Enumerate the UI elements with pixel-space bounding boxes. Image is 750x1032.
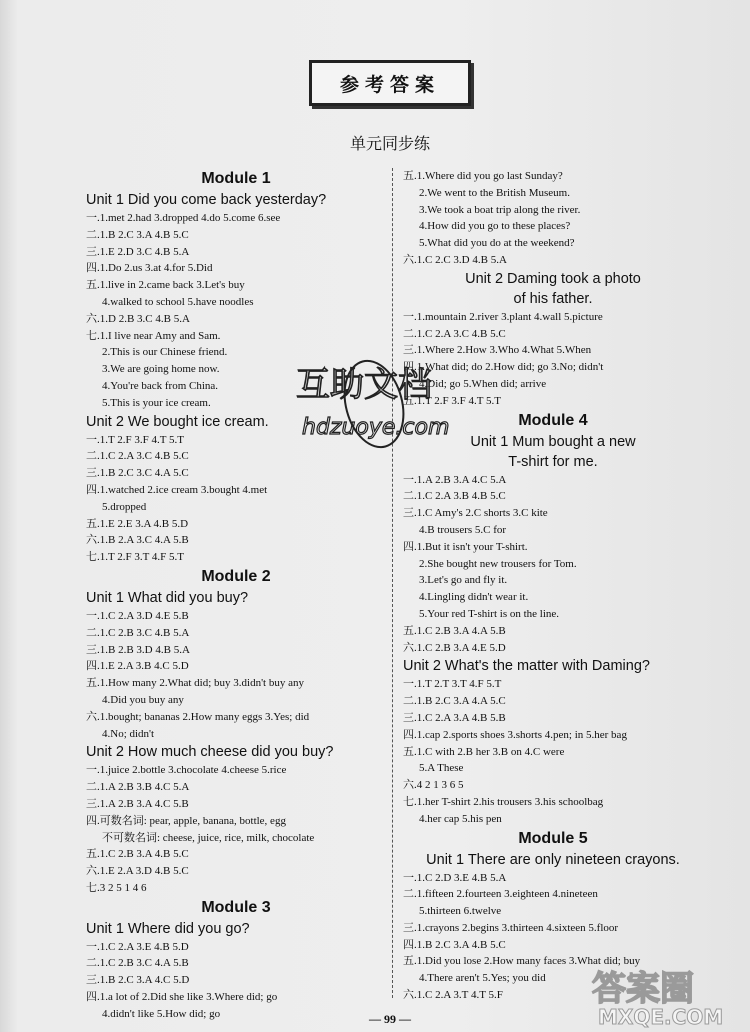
answer-line: 4.Did you buy any: [102, 693, 184, 706]
answer-line: 七.1.I live near Amy and Sam.: [86, 329, 221, 342]
answer-line: 三.1.Where 2.How 3.Who 4.What 5.When: [403, 344, 592, 357]
answer-line: 2.This is our Chinese friend.: [102, 346, 228, 359]
answer-line: 一.1.juice 2.bottle 3.chocolate 4.cheese 5.rice: [86, 764, 287, 777]
unit-heading: Unit 2 We bought ice cream.: [86, 413, 269, 430]
answer-line: 六.1.E 2.A 3.D 4.B 5.C: [86, 865, 189, 878]
answer-line: 六.1.C 2.A 3.T 4.T 5.F: [403, 989, 503, 1002]
answer-line: 七.1.T 2.F 3.T 4.F 5.T: [86, 551, 184, 564]
answer-line: 4.her cap 5.his pen: [419, 812, 502, 825]
unit-heading: Unit 2 How much cheese did you buy?: [86, 744, 334, 761]
left-column: [86, 168, 386, 1023]
unit-heading: T-shirt for me.: [508, 453, 598, 470]
logo-url: MXQE.COM: [598, 1005, 724, 1028]
answer-line: 一.1.mountain 2.river 3.plant 4.wall 5.picture: [403, 310, 603, 323]
right-column: [403, 168, 703, 1004]
answer-line: 5.Your red T-shirt is on the line.: [419, 607, 560, 620]
answer-line: 二.1.C 2.B 3.C 4.B 5.A: [86, 626, 190, 639]
answer-line: 四.1.What did; do 2.How did; go 3.No; didn't: [403, 361, 604, 374]
unit-heading: of his father.: [513, 290, 593, 307]
watermark-stamp: [292, 352, 462, 452]
answer-line: 四.可数名词: pear, apple, banana, bottle, egg: [86, 814, 286, 827]
module-heading: Module 5: [518, 829, 588, 847]
answer-line: 三.1.crayons 2.begins 3.thirteen 4.sixteen 5.floor: [403, 921, 619, 934]
answer-line: 一.1.met 2.had 3.dropped 4.do 5.come 6.see: [86, 212, 281, 224]
answer-line: 5.This is your ice cream.: [102, 396, 211, 409]
answer-line: 二.1.C 2.B 3.C 4.A 5.B: [86, 957, 189, 970]
answer-line: 五.1.Where did you go last Sunday?: [403, 170, 563, 182]
answer-line: 四.1.But it isn't your T-shirt.: [403, 540, 528, 553]
answer-line: 三.1.B 2.C 3.A 4.C 5.D: [86, 974, 190, 987]
answer-line: 四.1.E 2.A 3.B 4.C 5.D: [86, 660, 189, 673]
answer-line: 5.What did you do at the weekend?: [419, 237, 575, 250]
answer-line: 五.1.C with 2.B her 3.B on 4.C were: [403, 745, 565, 758]
answer-line: 五.1.T 2.F 3.F 4.T 5.T: [403, 394, 501, 407]
answer-line: 六.1.C 2.B 3.A 4.E 5.D: [403, 641, 506, 654]
answer-line: 二.1.fifteen 2.fourteen 3.eighteen 4.nineteen: [403, 888, 598, 901]
answer-line: 五.1.live in 2.came back 3.Let's buy: [86, 279, 245, 292]
watermark-url: hdzuoye.com: [302, 415, 450, 440]
unit-heading: Unit 1 Did you come back yesterday?: [86, 192, 327, 208]
answer-line: 3.We took a boat trip along the river.: [419, 203, 581, 216]
answer-line: 二.1.C 2.A 3.C 4.B 5.C: [86, 450, 189, 463]
answer-line: 五.1.C 2.B 3.A 4.A 5.B: [403, 624, 506, 637]
unit-heading: Unit 2 What's the matter with Daming?: [403, 658, 650, 675]
answer-line: 六.1.bought; bananas 2.How many eggs 3.Yes; did: [86, 710, 310, 723]
unit-heading: Unit 1 What did you buy?: [86, 589, 249, 606]
answer-line: 4.walked to school 5.have noodles: [102, 295, 254, 308]
answer-line: 四.1.a lot of 2.Did she like 3.Where did; go: [86, 991, 278, 1004]
answer-line: 五.1.Did you lose 2.How many faces 3.What did; buy: [403, 955, 641, 968]
module-heading: Module 4: [518, 411, 588, 429]
answer-line: 四.1.Do 2.us 3.at 4.for 5.Did: [86, 262, 213, 275]
answer-line: 二.1.B 2.C 3.A 4.B 5.C: [86, 228, 189, 241]
answer-line: 二.1.C 2.A 3.C 4.B 5.C: [403, 327, 506, 340]
answer-line: 一.1.T 2.T 3.T 4.F 5.T: [403, 678, 502, 691]
page-title: 参考答案: [309, 60, 471, 106]
answer-line: 六.4 2 1 3 6 5: [403, 779, 464, 792]
unit-heading: Unit 2 Daming took a photo: [465, 270, 641, 287]
answer-line: 三.1.B 2.C 3.C 4.A 5.C: [86, 467, 189, 480]
answer-line: 4.B trousers 5.C for: [419, 523, 507, 536]
answer-line: 3.Let's go and fly it.: [419, 574, 508, 587]
answer-line: 七.1.her T-shirt 2.his trousers 3.his schoolbag: [403, 795, 604, 808]
column-divider: [392, 168, 393, 998]
answer-line: 五.1.E 2.E 3.A 4.B 5.D: [86, 517, 189, 530]
answer-line: 三.1.C Amy's 2.C shorts 3.C kite: [403, 507, 548, 520]
answer-line: 5.thirteen 6.twelve: [419, 905, 502, 918]
answer-line: 4.didn't like 5.How did; go: [102, 1007, 221, 1020]
answer-line: 二.1.C 2.A 3.B 4.B 5.C: [403, 490, 506, 503]
unit-heading: Unit 1 Mum bought a new: [470, 433, 636, 450]
answer-line: 4.No; didn't: [102, 727, 155, 740]
answer-line: 三.1.E 2.D 3.C 4.B 5.A: [86, 245, 190, 258]
unit-heading: Unit 1 There are only nineteen crayons.: [426, 851, 680, 868]
answer-line: 5.dropped: [102, 500, 147, 513]
answer-line: 一.1.T 2.F 3.F 4.T 5.T: [86, 433, 184, 446]
watermark-text: 互助文档: [296, 365, 432, 405]
answer-line: 3.We are going home now.: [102, 363, 220, 376]
answer-line: 4.Did; go 5.When did; arrive: [419, 377, 547, 390]
answer-line: 四.1.watched 2.ice cream 3.bought 4.met: [86, 483, 268, 496]
answer-line: 一.1.C 2.A 3.D 4.E 5.B: [86, 609, 189, 622]
module-heading: Module 2: [201, 567, 271, 585]
answer-line: 六.1.D 2.B 3.C 4.B 5.A: [86, 312, 190, 325]
answer-line: 二.1.A 2.B 3.B 4.C 5.A: [86, 781, 190, 794]
answer-line: 5.A These: [419, 762, 464, 775]
answer-line: 4.You're back from China.: [102, 379, 219, 392]
answer-line: 五.1.How many 2.What did; buy 3.didn't buy any: [86, 677, 304, 690]
section-subtitle: 单元同步练: [349, 134, 430, 153]
logo-text: 答案圈: [592, 969, 694, 1009]
answer-line: 七.3 2 5 1 4 6: [86, 881, 147, 894]
module-heading: Module 1: [201, 170, 271, 187]
answer-line: 4.There aren't 5.Yes; you did: [419, 972, 546, 985]
answer-line: 2.We went to the British Museum.: [419, 186, 570, 199]
answer-line: 二.1.B 2.C 3.A 4.A 5.C: [403, 695, 506, 708]
page-number: — 99 —: [369, 1012, 411, 1026]
answer-line: 三.1.B 2.B 3.D 4.B 5.A: [86, 643, 190, 656]
answer-line: 一.1.A 2.B 3.A 4.C 5.A: [403, 473, 507, 486]
answer-line: 六.1.C 2.C 3.D 4.B 5.A: [403, 253, 507, 266]
answer-line: 一.1.C 2.D 3.E 4.B 5.A: [403, 871, 507, 884]
module-heading: Module 3: [201, 898, 271, 916]
unit-heading: Unit 1 Where did you go?: [86, 920, 250, 937]
answer-line: 四.1.B 2.C 3.A 4.B 5.C: [403, 938, 506, 951]
answer-line: 三.1.C 2.A 3.A 4.B 5.B: [403, 711, 506, 724]
answer-line: 四.1.cap 2.sports shoes 3.shorts 4.pen; in 5.her bag: [403, 728, 627, 741]
answer-line: 不可数名词: cheese, juice, rice, milk, chocolate: [102, 831, 315, 844]
answer-line: 一.1.C 2.A 3.E 4.B 5.D: [86, 940, 189, 953]
answer-line: 六.1.B 2.A 3.C 4.A 5.B: [86, 534, 189, 547]
answer-line: 2.She bought new trousers for Tom.: [419, 557, 577, 570]
answer-line: 五.1.C 2.B 3.A 4.B 5.C: [86, 848, 189, 861]
answer-line: 三.1.A 2.B 3.A 4.C 5.B: [86, 797, 189, 810]
answer-line: 4.How did you go to these places?: [419, 220, 571, 233]
answer-line: 4.Lingling didn't wear it.: [419, 591, 529, 604]
